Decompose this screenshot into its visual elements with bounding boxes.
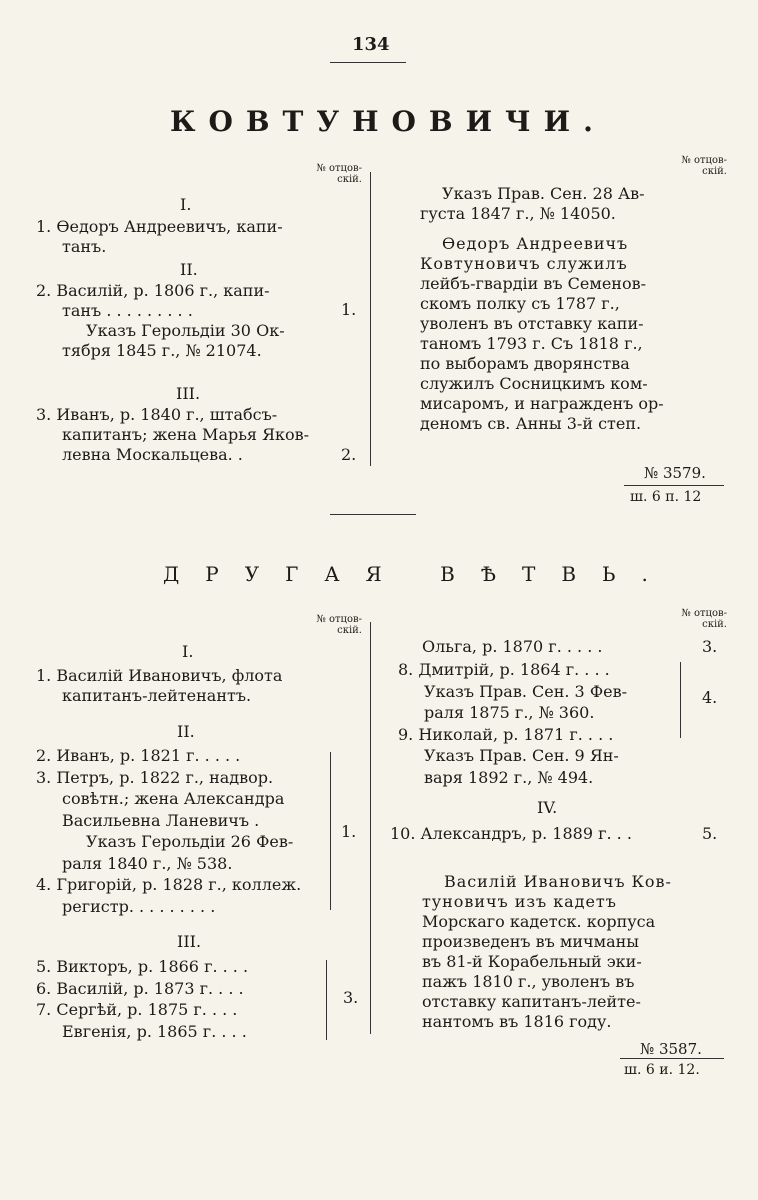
b2-biography: Василій Ивановичъ Ков- туновичъ изъ кадетъ Морскаго кадетск. корпуса произведенъ въ мичманы въ 81-й Корабельный эки- пажъ 1810 г., уволенъ въ отставку капитанъ-лейте- нантомъ въ 1816 году. xyxy=(422,872,672,1031)
b2-entry-3-num: 3. xyxy=(343,988,359,1007)
b1-entry-2: 2. Василій, р. 1806 г., капи- танъ . . . . . . . . . Указъ Герольдіи 30 Ок- тября 1845 г., № 21074. xyxy=(36,281,285,360)
b2-roman-2: II. xyxy=(177,722,195,741)
b1-ref-number: № 3579. xyxy=(644,464,706,482)
b1-roman-1: I. xyxy=(180,195,192,214)
b1-roman-3: III. xyxy=(176,384,201,403)
b1-right-col-label: № отцов- скій. xyxy=(681,155,727,177)
branch-title: ДРУГАЯ ВѢТВЬ. xyxy=(163,562,674,586)
b1-entry-1: 1. Ѳедоръ Андреевичъ, капи- танъ. xyxy=(36,217,283,256)
b2-entry-3: 5. Викторъ, р. 1866 г. . . . 6. Василій, р. 1873 г. . . . 7. Сергѣй, р. 1875 г. . . . Евгенія, р. 1865 г. . . . xyxy=(36,957,249,1041)
b2-right-col-label: № отцов- скій. xyxy=(681,608,727,630)
b2-right-bracket xyxy=(680,662,681,738)
b1-end-rule xyxy=(330,514,416,515)
b2-roman-4: IV. xyxy=(537,798,558,817)
b1-column-divider xyxy=(370,172,371,466)
b2-entry-10: 10. Александръ, р. 1889 г. . . xyxy=(390,824,632,843)
b1-entry-3: 3. Иванъ, р. 1840 г., штабсъ- капитанъ; жена Марья Яков- левна Москальцева. . xyxy=(36,405,310,464)
b2-olga-num: 3. xyxy=(702,637,718,656)
b2-ref-number: № 3587. xyxy=(640,1040,702,1058)
b1-roman-2: II. xyxy=(180,260,198,279)
b1-biography: Указъ Прав. Сен. 28 Ав- густа 1847 г., № 14050. Ѳедоръ Андреевичъ Ковтуновичъ служилъ лейбъ-гвардіи въ Семенов- скомъ полку съ 1787 г., уволенъ въ отставку капи- таномъ 1793 г. Съ 1818 г., по выборамъ дворянства служилъ Сосницкимъ ком- мисаромъ, и награжденъ ор- деномъ св. Анны 3-й степ. xyxy=(420,184,664,433)
b2-right-list-num: 4. xyxy=(702,688,718,707)
b2-ref-volume: ш. 6 и. 12. xyxy=(624,1062,700,1078)
b2-gen2-bracket xyxy=(330,752,331,910)
b1-ref-volume: ш. 6 п. 12 xyxy=(630,489,702,505)
b1-entry-3-num: 2. xyxy=(341,445,357,464)
b2-right-list: 8. Дмитрій, р. 1864 г. . . . Указъ Прав. Сен. 3 Фев- раля 1875 г., № 360. 9. Николай, р. 1871 г. . . . Указъ Прав. Сен. 9 Ян- варя 1892 г., № 494. xyxy=(398,660,627,787)
b2-olga: Ольга, р. 1870 г. . . . . xyxy=(422,637,603,656)
b2-left-col-label: № отцов- скій. xyxy=(316,614,362,636)
b2-roman-3: III. xyxy=(177,932,202,951)
page-number: 134 xyxy=(352,34,390,55)
b2-entry-10-num: 5. xyxy=(702,824,718,843)
b1-ref-rule xyxy=(624,485,724,486)
b1-left-col-label: № отцов- скій. xyxy=(316,163,362,185)
b1-entry-2-num: 1. xyxy=(341,300,357,319)
b2-entry-1: 1. Василій Ивановичъ, флота капитанъ-лейтенантъ. xyxy=(36,666,283,705)
b2-column-divider xyxy=(370,622,371,1034)
b2-entry-2: 2. Иванъ, р. 1821 г. . . . . 3. Петръ, р. 1822 г., надвор. совѣтн.; жена Александра Васильевна Ланевичъ . Указъ Герольдіи 26 Фев- раля 1840 г., № 538. 4. Григорій, р. 1828 г., коллеж. регистр. . . . . . . . . xyxy=(36,746,302,916)
b2-entry-2-num: 1. xyxy=(341,822,357,841)
b2-roman-1: I. xyxy=(182,642,194,661)
b2-gen3-bracket xyxy=(326,960,327,1040)
page-number-rule xyxy=(330,62,406,63)
b2-ref-rule xyxy=(620,1058,724,1059)
family-title: КОВТУНОВИЧИ. xyxy=(170,105,606,138)
